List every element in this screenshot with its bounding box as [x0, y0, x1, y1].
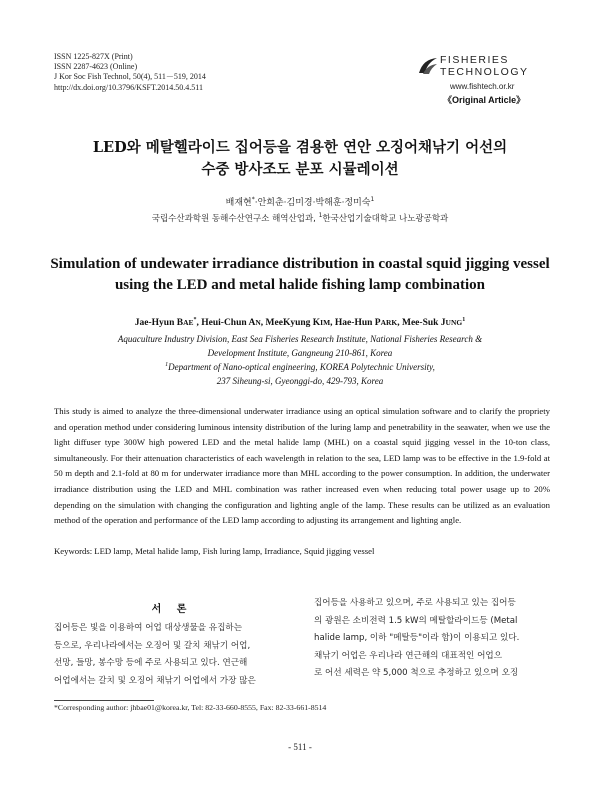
affil-en-mark: 1: [165, 362, 169, 368]
body-left-column: [54, 620, 294, 690]
journal-meta: [54, 52, 206, 93]
body-line: 집어등을 사용하고 있으며, 주로 사용되고 있는 집어등: [314, 598, 516, 608]
affil-kr-mark: 1: [318, 212, 323, 220]
body-line: 채낚기 어업은 우리나라 연근해의 대표적인 어업으: [314, 650, 502, 661]
author-en-3: , MeeKyung K: [260, 318, 321, 329]
affil-en-line4: 237 Siheung-si, Gyeonggi-do, 429-793, Korea: [216, 376, 384, 386]
authors-kr-rest: ·안희춘·김미경·박해훈·정미숙: [254, 198, 371, 208]
journal-website[interactable]: www.fishtech.or.kr: [450, 82, 515, 91]
body-line: 선망, 들망, 봉수망 등에 주로 사용되고 있다. 연근해: [54, 658, 248, 668]
authors-en: [30, 317, 570, 328]
author-en-4-caps: ARK: [380, 318, 398, 328]
body-line: 의 광원은 소비전력 1.5 kW의 메탈할라이드등 (Metal: [314, 615, 518, 626]
author-en-1-caps: AE: [183, 318, 194, 328]
title-en-line2: using the LED and metal halide fishing lamp combination: [114, 277, 486, 293]
journal-logo: [440, 54, 529, 78]
body-line: 어업에서는 갈치 및 오징어 채낚기 어업에서 가장 많은: [54, 675, 256, 686]
author-kr-first: 배재현: [225, 198, 252, 208]
issn-print: ISSN 1225-827X (Print): [54, 52, 133, 61]
affil-en-line1: Aquaculture Industry Division, East Sea Fisheries Research Institute, National Fisheries Research &: [117, 334, 483, 344]
page-number: - 511 -: [288, 742, 312, 752]
fisheries-logo-icon: [417, 55, 439, 77]
logo-line1: FISHERIES: [440, 54, 509, 66]
affil-kr-org1: 국립수산과학원 동해수산연구소 해역산업과,: [151, 214, 316, 224]
author-en-1: Jae-Hyun B: [134, 318, 184, 329]
author-en-1-mark: *: [193, 317, 197, 323]
affil-en-line3-text: Department of Nano-optical engineering, KOREA Polytechnic University,: [168, 362, 435, 372]
body-line: 로 어선 세력은 약 5,000 척으로 추정하고 있으며 오징: [314, 668, 519, 678]
affil-en-line3: [30, 362, 570, 372]
affiliation-kr: [40, 212, 560, 224]
author-en-4: , Hae-Hun P: [330, 318, 381, 329]
issn-online: ISSN 2287-4623 (Online): [54, 62, 138, 72]
affil-kr-org2: 한국산업기술대학교 나노광공학과: [322, 214, 449, 224]
body-line: 등으로, 우리나라에서는 오징어 및 갈치 채낚기 어업,: [54, 640, 251, 651]
section-heading-introduction: 서 론: [151, 604, 193, 615]
abstract: This study is aimed to analyze the three-dimensional underwater irradiance using an optical simulation software and to clarify the propriety and operation method under considering luminous intensity distribution of the luring lamp and penetrability in the seawater, when we use the light diffuser type 300W high powered LED and the metal halide lamp (MHL) on a coastal squid jigging vessel in the 10-ton class, simultaneously. For their attenuation characteristics of each wavelength in relation to the sea, LED lamp was to be effective in the 1.9-fold at 50 m depth and 2.1-fold at 80 m for underwater irradiance more than MHL according to the power consumption. In addition, the underwater irradiance distribution using the LED and MHL combination was rather increased even when reducing total power usage up to 20% depending on the simulation with changing the configuration and lighting angle of the lamp. These results can be utilized as an evaluation method of the operation and performance of the LED lamp according to adjusting its arrangement and lighting angle.: [54, 406, 550, 526]
corresponding-mark: *: [251, 196, 255, 203]
title-kr-line1: LED와 메탈헬라이드 집어등을 겸용한 연안 오징어채낚기 어선의: [92, 139, 508, 156]
journal-citation: J Kor Soc Fish Technol, 50(4), 511－519, 2014: [54, 72, 206, 82]
title-en-line1: Simulation of undewater irradiance distribution in coastal squid jigging vessel: [50, 256, 550, 272]
author-en-5-mark: 1: [462, 317, 466, 323]
author-en-5: , Mee-Suk J: [397, 318, 446, 329]
author-en-5-caps: UNG: [445, 318, 463, 328]
affil-en-line2: Development Institute, Gangneung 210-861, Korea: [207, 348, 393, 358]
body-right-column: [314, 595, 554, 683]
footnote-rule: [54, 700, 154, 701]
logo-line2: TECHNOLOGY: [440, 66, 529, 78]
authors-kr: [40, 195, 560, 208]
corresponding-author-footnote: *Corresponding author: jhbae01@korea.kr, Tel: 82-33-660-8555, Fax: 82-33-661-8514: [54, 703, 327, 712]
body-line: 집어등은 빛을 이용하여 어업 대상생물을 유집하는: [54, 623, 242, 633]
keywords: Keywords: LED lamp, Metal halide lamp, Fish luring lamp, Irradiance, Squid jigging vessel: [54, 546, 375, 556]
doi-link[interactable]: http://dx.doi.org/10.3796/KSFT.2014.50.4.511: [54, 82, 203, 92]
article-type: 《Original Article》: [443, 95, 526, 105]
affil-mark: 1: [370, 196, 375, 203]
author-en-3-caps: IM: [320, 318, 331, 328]
author-en-2: , Heui-Chun A: [196, 318, 256, 329]
author-en-2-caps: N: [255, 318, 261, 328]
body-line: halide lamp, 이하 "메탈등"이라 함)이 이용되고 있다.: [314, 633, 520, 643]
title-kr-line2: 수중 방사조도 분포 시뮬레이션: [201, 161, 399, 178]
